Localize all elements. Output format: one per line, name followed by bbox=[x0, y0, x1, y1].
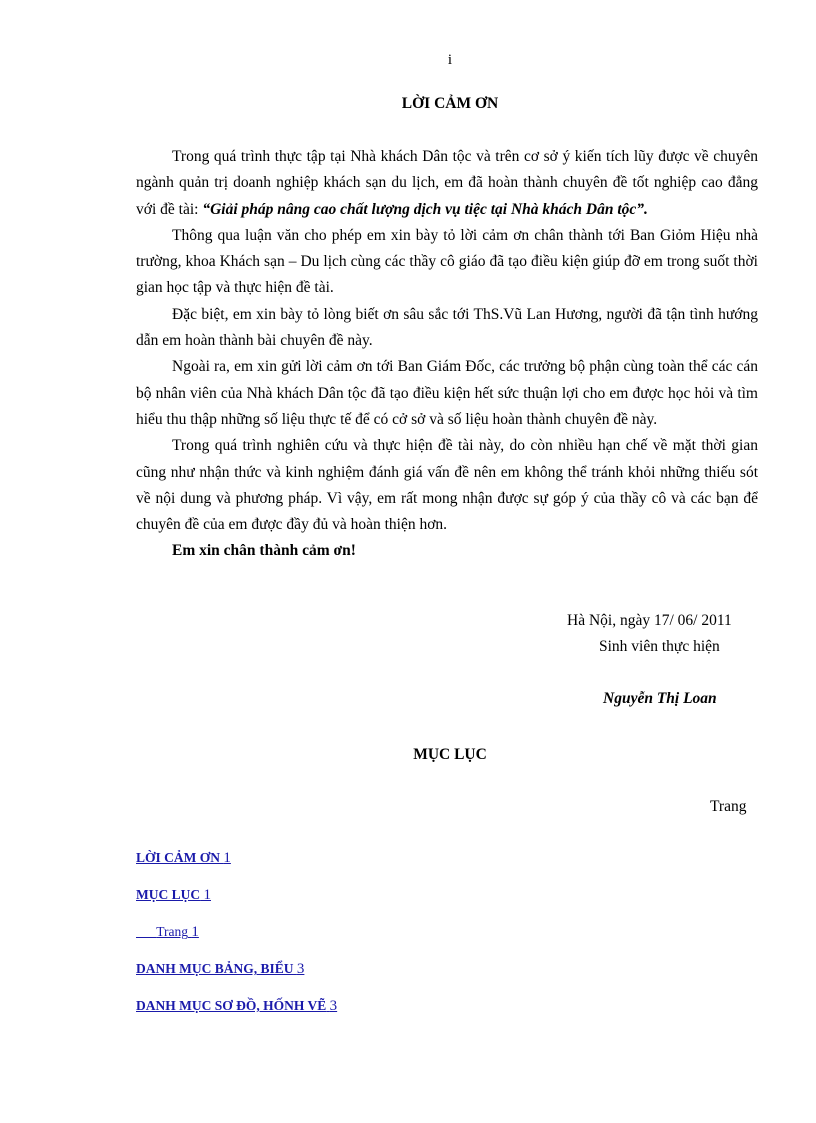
toc-entry-page: 3 bbox=[329, 998, 338, 1014]
acknowledgement-paragraph-1 bbox=[136, 144, 758, 223]
acknowledgement-paragraph-2: Thông qua luận văn cho phép em xin bày tỏ lời cảm ơn chân thành tới Ban Giỏm Hiệu nhà trường, khoa Khách sạn – Du lịch cùng các thầy cô giáo đã tạo điều kiện giúp đỡ em trong suốt thời gian học tập và thực hiện đề tài. bbox=[136, 226, 758, 297]
toc-entry-page: 1 bbox=[223, 850, 231, 866]
toc-entry-label: LỜI CẢM ƠN bbox=[136, 850, 220, 865]
toc-entry-label: Trang bbox=[156, 924, 189, 939]
toc-entry-page: 3 bbox=[296, 961, 305, 977]
acknowledgement-paragraph-4: Ngoài ra, em xin gửi lời cảm ơn tới Ban Giám Đốc, các trưởng bộ phận cùng toàn thể các cán bộ nhân viên của Nhà khách Dân tộc đã tạo điều kiện hết sức thuận lợi cho em được học hỏi và tìm hiểu thu thập những số liệu thực tế để có cở sở và số liệu hoàn thành chuyên đề này. bbox=[136, 358, 758, 428]
page-number: i bbox=[447, 52, 453, 68]
acknowledgement-title: LỜI CẢM ƠN bbox=[401, 95, 499, 112]
toc-entry-page: 1 bbox=[191, 924, 199, 940]
toc-entry-trang[interactable] bbox=[136, 924, 199, 941]
acknowledgement-body bbox=[136, 144, 758, 565]
toc-entry-loi-cam-on[interactable] bbox=[136, 850, 231, 867]
toc-title: MỤC LỤC bbox=[413, 746, 487, 763]
acknowledgement-paragraph-5: Trong quá trình nghiên cứu và thực hiện đề tài này, do còn nhiều hạn chế về mặt thời gian cũng như nhận thức và kinh nghiệm đánh giá vấn đề nên em không thể tránh khỏi những thiếu sót về nội dung và phương pháp. Vì vậy, em rất mong nhận được sự góp ý của thầy cô và các bạn để chuyên đề của em được đầy đủ và hoàn thiện hơn. bbox=[136, 437, 758, 534]
place-date: Hà Nội, ngày 17/ 06/ 2011 bbox=[567, 612, 732, 629]
toc-entry-indent-leader bbox=[136, 924, 156, 939]
toc-entry-danh-muc-so-do-hinh-ve[interactable] bbox=[136, 998, 337, 1015]
thesis-topic-quote: “Giải pháp nâng cao chất lượng dịch vụ tiệc tại Nhà khách Dân tộc”. bbox=[202, 200, 648, 218]
toc-entry-label: MỤC LỤC bbox=[136, 887, 201, 902]
toc-entry-page: 1 bbox=[203, 887, 211, 903]
paragraph-1-text: Trong quá trình thực tập tại Nhà khách Dân tộc và trên cơ sở ý kiến tích lũy được về chuyên ngành quản trị doanh nghiệp khách sạn du lịch, em đã hoàn thành chuyên đề tốt nghiệp cao đẳng với đề tài: bbox=[136, 148, 758, 218]
closing-line: Em xin chân thành cảm ơn! bbox=[172, 542, 356, 560]
toc-entry-label: DANH MỤC SƠ ĐỒ, HỐNH VẼ bbox=[136, 998, 327, 1013]
toc-page-column-label: Trang bbox=[710, 798, 747, 815]
acknowledgement-paragraph-3: Đặc biệt, em xin bày tỏ lòng biết ơn sâu sắc tới ThS.Vũ Lan Hương, người đã tận tình hướng dẫn em hoàn thành bài chuyên đề này. bbox=[136, 305, 758, 350]
signer-name: Nguyễn Thị Loan bbox=[603, 690, 717, 707]
toc-entry-label: DANH MỤC BẢNG, BIỂU bbox=[136, 961, 294, 976]
toc-entry-muc-luc[interactable] bbox=[136, 887, 211, 904]
toc-entry-danh-muc-bang-bieu[interactable] bbox=[136, 961, 304, 978]
signer-role: Sinh viên thực hiện bbox=[599, 638, 720, 655]
